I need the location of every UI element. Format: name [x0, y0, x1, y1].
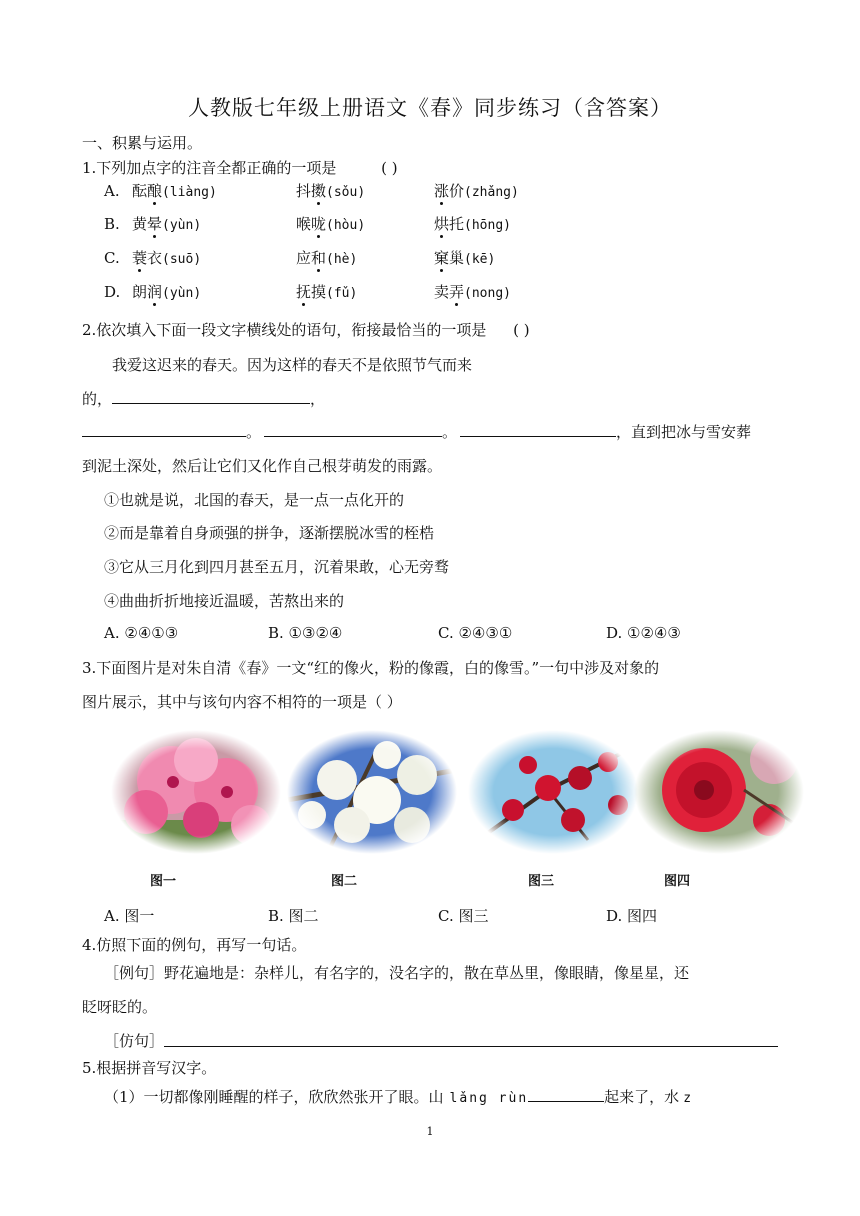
- peach-blossom-image: [111, 730, 281, 854]
- q1-option-b-word3: [434, 213, 511, 234]
- option-label: C.: [104, 249, 120, 267]
- dotted-char: 弄: [449, 283, 465, 301]
- q2-text: 。: [246, 423, 262, 441]
- q2-sentence-4: ④曲曲折折地接近温暖，苦熬出来的: [104, 592, 345, 610]
- pinyin: (liàng): [162, 185, 217, 200]
- pinyin: z: [683, 1091, 692, 1106]
- q1-option-a-word2: [296, 180, 365, 201]
- pinyin: (hòu): [326, 218, 366, 233]
- dotted-char: 酿: [147, 182, 163, 200]
- blank-line[interactable]: [528, 1087, 604, 1102]
- q1-stem-text: 1.下列加点字的注音全都正确的一项是: [82, 159, 337, 177]
- pear-blossom-image: [287, 730, 457, 854]
- q2-text: 的，: [82, 390, 113, 408]
- word-char: 黄: [132, 215, 148, 233]
- blank-line[interactable]: [82, 422, 246, 437]
- q2-sentence-3: ③它从三月化到四月甚至五月，沉着果敢，心无旁骛: [104, 558, 450, 576]
- q2-text: ，: [310, 390, 326, 408]
- figure-caption-3: 图三: [528, 874, 555, 889]
- q2-option-b[interactable]: B. ①③②④: [268, 624, 343, 642]
- q5-text: （1）一切都像刚睡醒的样子，欣欣然张开了眼。山: [104, 1088, 444, 1106]
- figure-caption-2: 图二: [331, 874, 358, 889]
- page-title: 人教版七年级上册语文《春》同步练习（含答案）: [188, 96, 672, 120]
- q1-option-c: [104, 247, 201, 268]
- section-heading: 一、积累与运用。: [82, 134, 203, 152]
- option-label: D.: [104, 283, 121, 301]
- pinyin: (fǔ): [326, 286, 358, 301]
- q2-option-d[interactable]: D. ①②④③: [606, 624, 681, 642]
- q2-stem-text: 2.依次填入下面一段文字横线处的语句，衔接最恰当的一项是: [82, 321, 487, 339]
- q2-answer-paren: ( ): [513, 321, 530, 339]
- q3-option-a[interactable]: A. 图一: [104, 907, 155, 925]
- word-char: 酝: [132, 182, 148, 200]
- q1-option-b: [104, 213, 201, 234]
- q3-option-d[interactable]: D. 图四: [606, 907, 658, 925]
- q1-option-a-word3: [434, 180, 519, 201]
- q4-stem: 4.仿照下面的例句，再写一句话。: [82, 936, 307, 954]
- pinyin: (kē): [464, 252, 496, 267]
- word-char: 喉: [296, 215, 312, 233]
- q1-option-d-word3: [434, 281, 511, 302]
- dotted-char: 和: [311, 249, 327, 267]
- figure-caption-1: 图一: [150, 874, 177, 889]
- word-char: 卖: [434, 283, 450, 301]
- q1-option-d-word2: [296, 281, 357, 302]
- pinyin: (sǒu): [326, 185, 366, 200]
- q4-example-line1: ［例句］野花遍地是：杂样儿，有名字的，没名字的，散在草丛里，像眼睛，像星星，还: [104, 964, 690, 982]
- blank-line[interactable]: [264, 422, 442, 437]
- dotted-char: 蓑: [132, 249, 148, 267]
- figure-caption-4: 图四: [664, 874, 691, 889]
- dotted-char: 晕: [147, 215, 163, 233]
- q2-sentence-2: ②而是靠着自身顽强的拼争，逐渐摆脱冰雪的桎梏: [104, 524, 435, 542]
- option-label: A.: [104, 182, 120, 200]
- q2-stem: [82, 319, 530, 340]
- dotted-char: 烘: [434, 215, 450, 233]
- dotted-char: 涨: [434, 182, 450, 200]
- q4-imitate-label: ［仿句］: [104, 1032, 165, 1050]
- red-flower-image: [634, 730, 804, 854]
- pinyin: (hōng): [464, 218, 511, 233]
- blank-line[interactable]: [460, 422, 616, 437]
- pinyin: (zhǎng): [464, 185, 519, 200]
- q1-option-b-word2: [296, 213, 365, 234]
- pinyin: (nong): [464, 286, 511, 301]
- q2-option-c[interactable]: C. ②④③①: [438, 624, 513, 642]
- blank-line[interactable]: [112, 389, 310, 404]
- q4-example-line2: 眨呀眨的。: [82, 998, 158, 1016]
- word-char: 摸: [311, 283, 327, 301]
- word-char: 衣: [147, 249, 163, 267]
- pinyin: (suō): [162, 252, 202, 267]
- q1-stem: [82, 157, 398, 178]
- pinyin: (yùn): [162, 218, 202, 233]
- q2-passage-line1: 我爱这迟来的春天。因为这样的春天不是依照节气而来: [112, 356, 473, 374]
- q5-stem: 5.根据拼音写汉字。: [82, 1059, 217, 1077]
- word-char: 巢: [449, 249, 465, 267]
- q2-option-a[interactable]: A. ②④①③: [104, 624, 179, 642]
- q2-text: 。: [442, 423, 458, 441]
- page-number: 1: [426, 1125, 434, 1138]
- q1-answer-paren: ( ): [381, 159, 398, 177]
- red-plum-blossom-image: [468, 730, 638, 854]
- dotted-char: 咙: [311, 215, 327, 233]
- dotted-char: 擞: [311, 182, 327, 200]
- q3-option-b[interactable]: B. 图二: [268, 907, 319, 925]
- q5-text: 起来了，水: [604, 1088, 680, 1106]
- word-char: 抖: [296, 182, 312, 200]
- q3-stem-line1: 3.下面图片是对朱自清《春》一文“红的像火，粉的像霞，白的像雪。”一句中涉及对象的: [82, 659, 660, 677]
- q2-passage-line2: [82, 388, 325, 409]
- q1-option-d: [104, 281, 201, 302]
- q2-text: ，直到把冰与雪安葬: [616, 423, 752, 441]
- dotted-char: 抚: [296, 283, 312, 301]
- pinyin: (hè): [326, 252, 358, 267]
- q3-option-c[interactable]: C. 图三: [438, 907, 489, 925]
- q5-item-1: [104, 1086, 691, 1107]
- q1-option-a: [104, 180, 217, 201]
- dotted-char: 窠: [434, 249, 450, 267]
- q1-option-c-word2: [296, 247, 357, 268]
- dotted-char: 润: [147, 283, 163, 301]
- option-label: B.: [104, 215, 120, 233]
- word-char: 托: [449, 215, 465, 233]
- pinyin: lǎng rùn: [449, 1091, 529, 1106]
- word-char: 朗: [132, 283, 148, 301]
- q1-option-c-word3: [434, 247, 495, 268]
- q2-sentence-1: ①也就是说，北国的春天，是一点一点化开的: [104, 491, 405, 509]
- q3-stem-line2: 图片展示，其中与该句内容不相符的一项是（ ）: [82, 693, 402, 711]
- word-char: 应: [296, 249, 312, 267]
- word-char: 价: [449, 182, 465, 200]
- q2-passage-line3: [82, 421, 751, 442]
- pinyin: (yùn): [162, 286, 202, 301]
- q4-answer-line[interactable]: [164, 1046, 778, 1047]
- q2-passage-line4: 到泥土深处，然后让它们又化作自己根芽萌发的雨露。: [82, 457, 443, 475]
